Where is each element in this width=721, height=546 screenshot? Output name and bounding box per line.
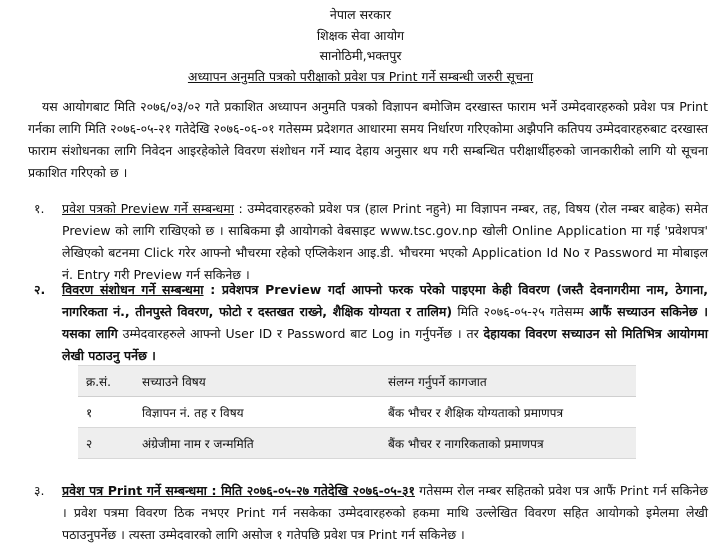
item-body: गतेसम्म रोल नम्बर सहितको प्रवेश पत्र आफैं Print गर्न सकिनेछ । प्रवेश पत्रमा विवरण ठिक नभएर Print गर्न नसकेका उम्मेदवारहरुको हकमा माथि उल्लेखित विवरण सहित आयोगको इमेलमा लेखी पठाउनुपर्नेछ । त्यस्ता उम्मेदवारको लागि असोज १ गतेपछि प्रवेश पत्र Print गर्न सकिनेछ । [62,483,708,542]
item-body-bold: : प्रवेशपत्र Preview गर्दा आफ्नो फरक परेको पाइएमा केही विवरण (जस्तै देवनागरीमा नाम, ठेगाना, नागरिकता नं., तीनपुस्ते विवरण, फोटो र दस्तखत राख्ने, शैक्षिक योग्यता र तालिम) [62,282,708,319]
item-body-mid-bold: आफैं सच्याउन सकिनेछ । यसका लागि [62,304,708,341]
item-body-rest: उम्मेदवारहरुले आफ्नो User ID र Password बाट Log in गर्नुपर्नेछ । तर [117,326,484,341]
address: सानोठिमी,भक्तपुर [319,48,402,63]
table-cell: विज्ञापन नं. तह र विषय [142,405,244,420]
item-body: : उम्मेदवारहरुको प्रवेश पत्र (हाल Print नहुने) मा विज्ञापन नम्बर, तह, विषय (रोल नम्बर बाहेक) समेत Preview को लागि राखिएको छ । साबिकमा झै आयोगको वेबसाइट www.tsc.gov.np खोली Online Application मा गई 'प्रवेशपत्र' लेखिएको बटनमा Click गरेर आफ्नो भौचरमा रहेको एप्लिकेशन आइ.डी. भौचरमा भएको Application Id No र Password मा मोबाइल नं. Entry गरी Preview गर्न सकिनेछ । [62,201,708,282]
intro-paragraph: यस आयोगबाट मिति २०७६/०३/०२ गते प्रकाशित अध्यापन अनुमति पत्रको विज्ञापन बमोजिम दरखास्त फाराम भर्ने उम्मेदवारहरुको प्रवेश पत्र Print गर्नका लागि मिति २०७६-०५-२१ गतेदेखि २०७६-०६-०१ गतेसम्म प्रदेशगत आधारमा समय निर्धारण गरिएकोमा अझैपनि कतिपय उम्मेदवारहरुबाट दरखास्त फाराम संशोधनका लागि निवेदन आइरहेकोले विवरण संशोधन गर्ने म्याद देहाय अनुसार थप गरी सम्बन्धित परीक्षार्थीहरुको जानकारीको लागि यो सूचना प्रकाशित गरिएको छ । [28,99,708,180]
table-cell: अंग्रेजीमा नाम र जन्ममिति [142,436,254,451]
table-header-row [78,366,636,397]
item-number: २. [34,282,46,297]
notice-item-preview [28,198,708,286]
commission-name: शिक्षक सेवा आयोग [316,28,405,43]
table-cell: २ [86,436,93,451]
table-header-cell: क्र.सं. [86,374,111,389]
table-cell: बैंक भौचर र नागरिकताको प्रमाणपत्र [388,436,544,451]
table-header-cell: संलग्न गर्नुपर्ने कागजात [388,374,487,389]
item-heading: प्रवेश पत्र Print गर्ने सम्बन्धमा : मिति २०७६-०५-२७ गतेदेखि २०७६-०५-३१ [62,483,415,498]
table-row [78,428,636,459]
org-name: नेपाल सरकार [329,7,392,22]
item-body-end-bold: देहायका विवरण सच्याउन सो मितिभित्र आयोगमा लेखी पठाउनु पर्नेछ । [62,326,708,363]
item-number: ३. [34,483,45,498]
item-text [62,480,708,546]
table-header-cell: सच्याउने विषय [142,374,206,389]
item-heading: प्रवेश पत्रको Preview गर्ने सम्बन्धमा [62,201,234,216]
table-row [78,397,636,428]
item-number: १. [34,201,45,216]
item-text [62,198,708,286]
item-heading: विवरण संशोधन गर्ने सम्बन्धमा [62,282,204,297]
table-cell: १ [86,405,93,420]
notice-item-correction [28,279,708,367]
item-body-mid: मिति २०७६-०५-२५ गतेसम्म [452,304,590,319]
notice-title: अध्यापन अनुमति पत्रको परीक्षाको प्रवेश पत्र Print गर्ने सम्बन्धी जरुरी सूचना [187,69,534,84]
notice-item-print [28,480,708,546]
table-cell: बैंक भौचर र शैक्षिक योग्यताको प्रमाणपत्र [388,405,564,420]
correction-table [78,365,636,459]
item-text [62,279,708,367]
